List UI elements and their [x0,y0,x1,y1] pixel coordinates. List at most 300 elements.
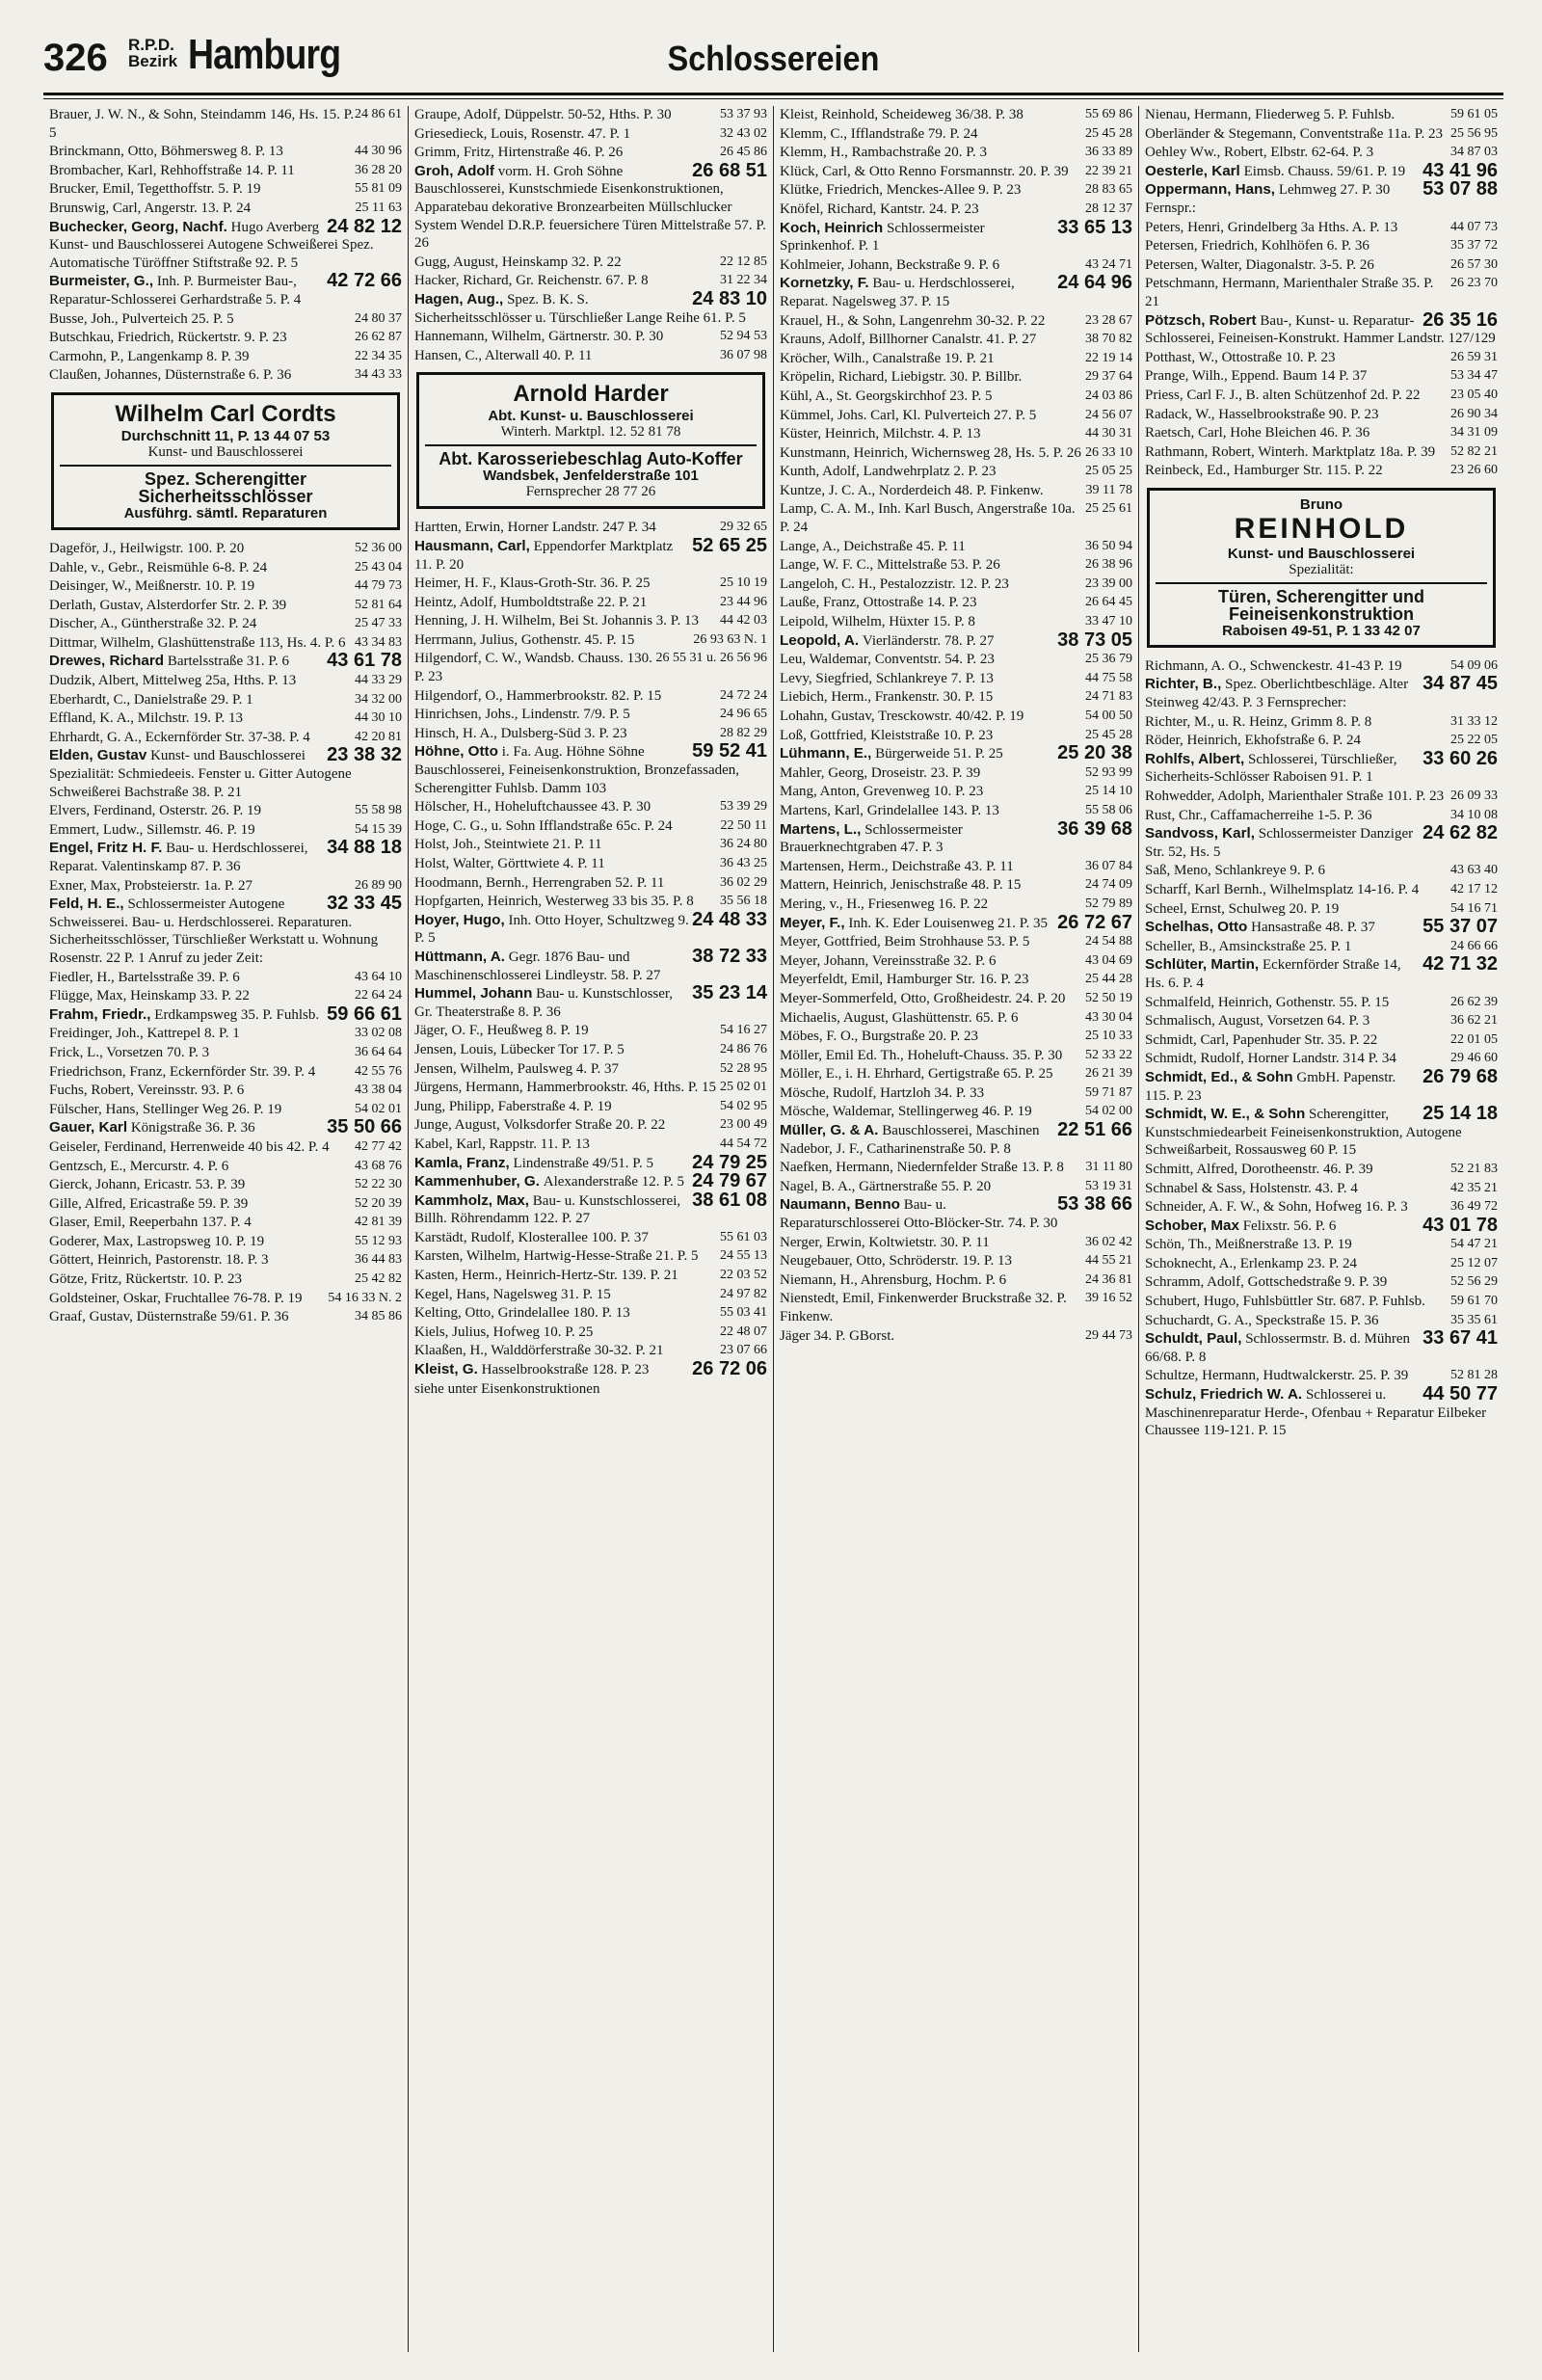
entry-text: Heimer, H. F., Klaus-Groth-Str. 36. P. 25 [414,575,651,592]
list-item [780,1159,1132,1177]
phone-number: 44 30 31 [1085,426,1132,441]
list-item [414,1116,767,1135]
list-item [49,162,402,180]
phone-number: 24 97 82 [720,1286,767,1301]
list-item [49,1290,402,1308]
entry-text: Gegr. 1876 Bau- und Maschinenschlosserei Lindleystr. 58. P. 27 [414,949,661,983]
entry-text: Hilgendorf, O., Hammerbrookstr. 82. P. 15 [414,687,662,704]
phone-number: 24 71 83 [1085,689,1132,705]
phone-number: 44 75 58 [1085,670,1132,685]
entry-text: Prange, Wilh., Eppend. Baum 14 P. 37 [1145,368,1368,385]
phone-number-bold: 52 65 25 [692,534,767,556]
list-item [414,347,767,365]
list-item [414,1304,767,1323]
list-item [414,1098,767,1116]
list-item [414,254,767,272]
entry-text: Schmidt, Carl, Papenhuder Str. 35. P. 22 [1145,1031,1378,1048]
list-item [1145,219,1498,237]
entry-text: Kröcher, Wilh., Canalstraße 19. P. 21 [780,350,995,366]
list-item [780,575,1132,594]
ad-divider [425,444,757,446]
phone-number-bold: 59 66 61 [327,1003,402,1025]
list-item [780,911,1132,933]
list-item [414,159,767,253]
directory-page [43,29,1503,2352]
entry-text: Kunstmann, Heinrich, Wichernsweg 28, Hs. 5. P. 26 [780,444,1081,461]
phone-number: 24 36 81 [1085,1271,1132,1287]
company-name: Naumann, Benno [780,1196,900,1214]
list-item [49,1158,402,1176]
phone-number: 31 11 80 [1085,1160,1132,1175]
entry-text: Richter, M., u. R. Heinz, Grimm 8. P. 8 [1145,713,1372,730]
column-3 [774,106,1139,2352]
entry-text: Kiels, Julius, Hofweg 10. P. 25 [414,1324,594,1340]
list-item [1145,747,1498,787]
entry-text: Mösche, Waldemar, Stellingerweg 46. P. 19 [780,1104,1032,1120]
ad-title: REINHOLD [1234,512,1409,545]
company-name: Martens, L., [780,820,862,838]
list-item [49,1116,402,1138]
company-name: Buchecker, Georg, Nachf. [49,218,227,235]
phone-number-bold: 35 23 14 [692,982,767,1004]
phone-number: 25 10 33 [1085,1029,1132,1044]
phone-number: 28 12 37 [1085,201,1132,216]
entry-text: Röder, Heinrich, Ekhofstraße 6. P. 24 [1145,733,1361,749]
list-item [1145,256,1498,275]
phone-number: 31 33 12 [1450,713,1498,729]
entry-text: Jung, Philipp, Faberstraße 4. P. 19 [414,1098,612,1114]
list-item [780,858,1132,876]
list-item [414,740,767,797]
list-item [49,180,402,199]
phone-number: 34 10 08 [1450,807,1498,822]
entry-text: Kohlmeier, Johann, Beckstraße 9. P. 6 [780,256,1000,273]
phone-number: 36 02 42 [1085,1234,1132,1249]
advertisement-box [416,372,765,509]
entry-text: Herrmann, Julius, Gothenstr. 45. P. 15 [414,631,635,648]
phone-number: 55 61 03 [720,1229,767,1244]
column-1 [43,106,409,2352]
phone-number: 26 55 31 u. 26 56 96 [655,651,767,666]
phone-number: 25 45 28 [1085,125,1132,141]
phone-number: 23 39 00 [1085,575,1132,591]
phone-number: 36 50 94 [1085,538,1132,553]
entry-text: Carmohn, P., Langenkamp 8. P. 39 [49,348,250,364]
entry-text: Fiedler, H., Bartelsstraße 39. P. 6 [49,969,240,985]
list-item [49,1082,402,1100]
phone-number: 52 94 53 [720,329,767,344]
entry-text: Nagel, B. A., Gärtnerstraße 55. P. 20 [780,1178,992,1194]
list-item [414,612,767,630]
entry-text: Griesedieck, Louis, Rosenstr. 47. P. 1 [414,125,631,142]
entry-text: Möbes, F. O., Burgstraße 20. P. 23 [780,1029,979,1045]
ad-divider [60,465,391,467]
phone-number: 26 90 34 [1450,406,1498,421]
phone-number: 54 02 01 [355,1101,402,1116]
phone-number: 44 30 96 [355,144,402,159]
entry-text: Schlossermstr. B. d. Mühren 66/68. P. 8 [1145,1331,1411,1365]
list-item [780,1119,1132,1158]
phone-number: 54 02 95 [720,1098,767,1113]
phone-number: 36 02 29 [720,874,767,890]
phone-number-bold: 42 72 66 [327,270,402,292]
list-item [1145,125,1498,144]
list-item [414,287,767,327]
phone-number-bold: 24 83 10 [692,287,767,309]
entry-text: Kühl, A., St. Georgskirchhof 23. P. 5 [780,388,993,404]
entry-text: i. Fa. Aug. Höhne Söhne Bauschlosserei, Feineisenkonstruktion, Bronzefassaden, Scherengitter Fuhlsb. Damm 103 [414,744,740,796]
phone-number-bold: 24 48 33 [692,908,767,930]
list-item [414,817,767,836]
company-name: Koch, Heinrich [780,219,884,236]
phone-number: 36 28 20 [355,162,402,177]
entry-text: Klütke, Friedrich, Menckes-Allee 9. P. 23 [780,182,1022,199]
phone-number: 25 44 28 [1085,972,1132,987]
company-name: Hagen, Aug., [414,290,504,308]
phone-number: 26 38 96 [1085,557,1132,573]
list-item [780,350,1132,368]
entry-text: Graupe, Adolf, Düppelstr. 50-52, Hths. P. 30 [414,107,672,122]
ad-line: Türen, Scherengitter und Feineisenkonstruktion [1217,586,1425,624]
list-item [780,106,1132,124]
list-item [780,201,1132,219]
list-item [49,348,402,366]
entry-text: Karstädt, Rudolf, Klosterallee 100. P. 37 [414,1229,649,1245]
phone-number: 26 89 90 [355,877,402,893]
list-item [49,106,402,142]
list-item [780,971,1132,989]
phone-number: 59 61 05 [1450,107,1498,121]
phone-number: 42 35 21 [1450,1180,1498,1195]
phone-number: 26 57 30 [1450,256,1498,272]
entry-text: Götze, Fritz, Rückertstr. 10. P. 23 [49,1271,242,1288]
phone-number-bold: 43 01 78 [1422,1214,1498,1236]
list-item [49,270,402,308]
list-item [1145,406,1498,424]
entry-text: Bau- u. Kunstschlosserei, Billh. Röhrendamm 122. P. 27 [414,1192,681,1227]
list-item [780,1252,1132,1270]
phone-number: 55 12 93 [355,1233,402,1248]
entry-text: Nerger, Erwin, Koltwietstr. 30. P. 11 [780,1234,990,1250]
phone-number: 24 86 61 [355,107,402,121]
list-item [414,144,767,162]
company-name: Kleist, G. [414,1361,478,1378]
phone-number-bold: 22 51 66 [1057,1119,1132,1141]
entry-text: Schubert, Hugo, Fuhlsbüttler Str. 687. P. Fuhlsb. [1145,1294,1425,1310]
entry-text: Kunst- und Bauschlosserei Spezialität: Schmiedeeis. Fenster u. Gitter Autogene Schweißerei Bachstraße 38. P. 21 [49,748,352,800]
phone-number: 35 35 61 [1450,1312,1498,1327]
list-item [414,1136,767,1154]
list-item [414,328,767,346]
company-name: Burmeister, G., [49,273,154,290]
header-rule [43,93,1503,95]
list-item [414,893,767,911]
list-item [1145,953,1498,992]
columns [43,106,1503,2352]
ad-line: Abt. Kunst- u. Bauschlosserei [488,408,694,425]
entry-text: Priess, Carl F. J., B. alten Schützenhof 2d. P. 22 [1145,387,1421,403]
phone-number: 39 11 78 [1085,482,1132,497]
phone-number: 24 66 66 [1450,938,1498,953]
list-item [1145,822,1498,861]
entry-text: Hinrichsen, Johs., Lindenstr. 7/9. P. 5 [414,707,630,723]
entry-text: Kelting, Otto, Grindelallee 180. P. 13 [414,1305,630,1322]
phone-number: 24 96 65 [720,707,767,722]
entry-text: Gille, Alfred, Ericastraße 59. P. 39 [49,1195,249,1212]
section-title: Schlossereien [667,39,880,78]
entry-text: Glaser, Emil, Reeperbahn 137. P. 4 [49,1215,252,1231]
list-item [414,945,767,984]
entry-text: Busse, Joh., Pulverteich 25. P. 5 [49,310,234,327]
city-title: Hamburg [188,31,341,78]
phone-number-bold: 36 39 68 [1057,817,1132,840]
entry-text: Leipold, Wilhelm, Hüxter 15. P. 8 [780,614,975,630]
entry-text: Hölscher, H., Hoheluftchaussee 43. P. 30 [414,799,651,816]
list-item [49,837,402,875]
list-item [414,1229,767,1247]
list-item [780,1028,1132,1046]
list-item [414,1247,767,1266]
company-name: Kornetzky, F. [780,275,869,292]
phone-number: 22 03 52 [720,1268,767,1283]
ad-line: Spez. Scherengitter Sicherheitsschlösser [138,468,313,506]
entry-text: Schramm, Adolf, Gottschedstraße 9. P. 39 [1145,1274,1388,1291]
phone-number: 43 34 83 [355,634,402,650]
phone-number: 44 33 29 [355,673,402,688]
entry-text: Schuchardt, G. A., Speckstraße 15. P. 36 [1145,1312,1379,1328]
phone-number: 53 37 93 [720,107,767,121]
list-item [780,1327,1132,1346]
phone-number: 31 22 34 [720,273,767,288]
list-item [780,1271,1132,1290]
phone-number: 28 82 29 [720,725,767,740]
company-name: Gauer, Karl [49,1119,128,1137]
phone-number: 54 16 33 N. 2 [328,1290,402,1305]
list-item [780,688,1132,707]
phone-number: 25 10 19 [720,575,767,591]
list-item [49,672,402,690]
company-name: Elden, Gustav [49,747,147,764]
phone-number: 26 21 39 [1085,1066,1132,1082]
phone-number: 25 25 61 [1085,501,1132,517]
entry-text: Spez. B. K. S. Sicherheitsschlösser u. Türschließer Lange Reihe 61. P. 5 [414,291,746,326]
list-item [1145,387,1498,405]
entry-text: Jensen, Wilhelm, Paulsweg 4. P. 37 [414,1060,620,1077]
entry-text: Grimm, Fritz, Hirtenstraße 46. P. 26 [414,145,624,161]
list-item [49,615,402,633]
list-item [1145,106,1498,124]
entry-text: Scharff, Karl Bernh., Wilhelmsplatz 14-16. P. 4 [1145,882,1420,897]
entry-text: Radack, W., Hasselbrookstraße 90. P. 23 [1145,406,1379,422]
list-item [414,1022,767,1040]
entry-text: Möller, E., i. H. Ehrhard, Gertigstraße 65. P. 25 [780,1066,1053,1083]
entry-text: Lehmweg 27. P. 30 Fernspr.: [1145,182,1391,216]
phone-number: 36 07 98 [720,347,767,362]
phone-number-bold: 33 60 26 [1422,747,1498,769]
list-item [1145,1012,1498,1030]
entry-text: Bauschlosserei, Maschinen Nadebor, J. F., Catharinenstraße 50. P. 8 [780,1123,1040,1157]
phone-number-bold: 25 20 38 [1057,742,1132,764]
ad-line: Abt. Karosseriebeschlag Auto-Koffer [439,449,743,469]
list-item [1145,1103,1498,1160]
entry-text: Effland, K. A., Milchstr. 19. P. 13 [49,710,243,727]
phone-number: 26 59 31 [1450,349,1498,364]
phone-number: 26 62 39 [1450,994,1498,1009]
phone-number: 55 58 98 [355,803,402,818]
entry-text: Gentzsch, E., Mercurstr. 4. P. 6 [49,1158,229,1174]
phone-number: 25 14 10 [1085,784,1132,799]
entry-text: Inh. Otto Hoyer, Schultzweg 9. P. 5 [414,912,689,947]
phone-number: 36 44 83 [355,1252,402,1268]
entry-text: Rathmann, Robert, Winterh. Marktplatz 18a. P. 39 [1145,443,1436,460]
ad-line: Ausführg. sämtl. Reparaturen [123,504,328,521]
entry-text: Schmalisch, August, Vorsetzen 64. P. 3 [1145,1013,1370,1030]
entry-text: Brinckmann, Otto, Böhmersweg 8. P. 13 [49,144,283,160]
phone-number: 42 77 42 [355,1138,402,1154]
phone-number: 52 22 30 [355,1177,402,1192]
entry-text: Levy, Siegfried, Schlankreye 7. P. 13 [780,670,994,686]
entry-text: Göttert, Heinrich, Pastorenstr. 18. P. 3 [49,1252,269,1269]
entry-text: Petersen, Walter, Diagonalstr. 3-5. P. 26 [1145,256,1374,273]
entry-text: Graaf, Gustav, Düsternstraße 59/61. P. 36 [49,1309,289,1325]
phone-number: 34 87 03 [1450,145,1498,160]
list-item [49,1308,402,1326]
entry-text: Fuchs, Robert, Vereinsstr. 93. P. 6 [49,1083,245,1099]
list-item [49,1251,402,1270]
entry-text: Scherengitter, Kunstschmiedearbeit Feineisenkonstruktion, Autogene Schweißarbeit, Rossausweg 60 P. 15 [1145,1107,1462,1159]
company-name: Frahm, Friedr., [49,1005,151,1023]
phone-number: 54 02 00 [1085,1104,1132,1119]
phone-number: 55 58 06 [1085,802,1132,817]
entry-text: Bürgerweide 51. P. 25 [875,746,1003,762]
phone-number: 52 36 00 [355,540,402,555]
phone-number: 26 93 63 N. 1 [693,631,767,647]
phone-number: 54 16 71 [1450,900,1498,916]
list-item [1145,308,1498,348]
entry-text: Klaaßen, H., Walddörferstraße 30-32. P. 21 [414,1343,664,1359]
phone-number: 59 71 87 [1085,1084,1132,1100]
entry-text: Niemann, H., Ahrensburg, Hochm. P. 6 [780,1271,1007,1288]
list-item [49,1270,402,1289]
list-item [49,215,402,273]
phone-number-bold: 33 65 13 [1057,216,1132,238]
list-item [414,706,767,724]
entry-text: Schoknecht, A., Erlenkamp 23. P. 24 [1145,1255,1357,1271]
list-item [49,650,402,672]
phone-number: 23 05 40 [1450,387,1498,402]
entry-text: Dageför, J., Heilwigstr. 100. P. 20 [49,540,245,556]
phone-number: 24 72 24 [720,687,767,703]
entry-text: Spez. Oberlichtbeschläge. Alter Steinweg 42/43. P. 3 Fernsprecher: [1145,677,1409,711]
entry-text: GmbH. Papenstr. 115. P. 23 [1145,1069,1396,1104]
list-item [780,990,1132,1008]
entry-text: Eberhardt, C., Danielstraße 29. P. 1 [49,691,253,708]
entry-text: Vierländerstr. 78. P. 27 [862,632,995,649]
entry-text: Klemm, H., Rambachstraße 20. P. 3 [780,145,987,161]
entry-text: Hilgendorf, C. W., Wandsb. Chauss. 130. P. 23 [414,651,652,685]
list-item [414,855,767,873]
list-item [414,1170,767,1192]
list-item [414,836,767,854]
phone-number: 52 81 28 [1450,1368,1498,1383]
list-item [780,952,1132,971]
phone-number-bold: 59 52 41 [692,740,767,762]
entry-text: Petschmann, Hermann, Marienthaler Straße 35. P. 21 [1145,276,1434,309]
entry-text: Martens, Karl, Grindelallee 143. P. 13 [780,802,999,818]
list-item [49,893,402,967]
company-name: Hummel, Johann [414,985,533,1003]
entry-text: Discher, A., Güntherstraße 32. P. 24 [49,616,257,632]
phone-number-bold: 34 87 45 [1422,673,1498,695]
phone-number: 52 50 19 [1085,990,1132,1005]
entry-text: Küster, Heinrich, Milchstr. 4. P. 13 [780,426,981,442]
company-name: Hüttmann, A. [414,948,505,965]
phone-number-bold: 34 88 18 [327,837,402,859]
list-item [1145,713,1498,732]
company-name: Schelhas, Otto [1145,919,1248,936]
entry-text: Schnabel & Sass, Holstenstr. 43. P. 4 [1145,1180,1358,1196]
list-item [780,896,1132,914]
entry-text: Lauße, Franz, Ottostraße 14. P. 23 [780,595,977,611]
phone-number: 26 62 87 [355,330,402,345]
phone-number: 25 42 82 [355,1271,402,1287]
list-item [49,1044,402,1062]
list-item [780,181,1132,200]
phone-number: 22 19 14 [1085,350,1132,365]
entry-text: Hacker, Richard, Gr. Reichenstr. 67. P. 8 [414,273,649,289]
entry-text: Hartten, Erwin, Horner Landstr. 247 P. 34 [414,520,656,536]
list-item [780,613,1132,631]
list-item [780,651,1132,669]
phone-number: 25 36 79 [1085,652,1132,667]
phone-number: 52 81 64 [355,597,402,612]
phone-number: 23 07 66 [720,1343,767,1358]
list-item [780,708,1132,726]
company-name: Kammenhuber, G. [414,1173,540,1190]
entry-text: Peters, Henri, Grindelberg 3a Hths. A. P. 13 [1145,219,1398,235]
entry-text: Inh. K. Eder Louisenweg 21. P. 35 [848,915,1048,931]
list-item [780,764,1132,783]
list-item [780,463,1132,481]
entry-text: Reinbeck, Ed., Hamburger Str. 115. P. 22 [1145,463,1383,479]
phone-number: 54 16 27 [720,1023,767,1038]
phone-number: 25 02 01 [720,1080,767,1095]
phone-number: 52 93 99 [1085,764,1132,780]
list-item [414,1060,767,1079]
phone-number-bold: 33 67 41 [1422,1327,1498,1350]
entry-text: Jensen, Louis, Lübecker Tor 17. P. 5 [414,1041,625,1057]
phone-number: 22 50 11 [720,817,767,833]
phone-number: 22 34 35 [355,348,402,363]
entry-text: Schön, Th., Meißnerstraße 13. P. 19 [1145,1237,1352,1253]
phone-number: 36 43 25 [720,856,767,870]
list-item [49,1138,402,1157]
list-item [780,1290,1132,1325]
list-item [780,407,1132,425]
phone-number: 29 44 73 [1085,1327,1132,1343]
list-item [1145,1161,1498,1179]
entry-text: Mering, v., H., Friesenweg 16. P. 22 [780,896,989,912]
entry-text: Martensen, Herm., Deichstraße 43. P. 11 [780,858,1014,874]
entry-text: Friedrichson, Franz, Eckernförder Str. 39. P. 4 [49,1063,316,1080]
entry-text: Hansen, C., Alterwall 40. P. 11 [414,347,593,363]
entry-text: Gugg, August, Heinskamp 32. P. 22 [414,254,622,270]
entry-text: Raetsch, Carl, Hohe Bleichen 46. P. 36 [1145,425,1370,441]
list-item [780,216,1132,255]
list-item [1145,462,1498,480]
list-item [49,1025,402,1043]
entry-text: Hopfgarten, Heinrich, Westerweg 33 bis 35. P. 8 [414,894,694,910]
